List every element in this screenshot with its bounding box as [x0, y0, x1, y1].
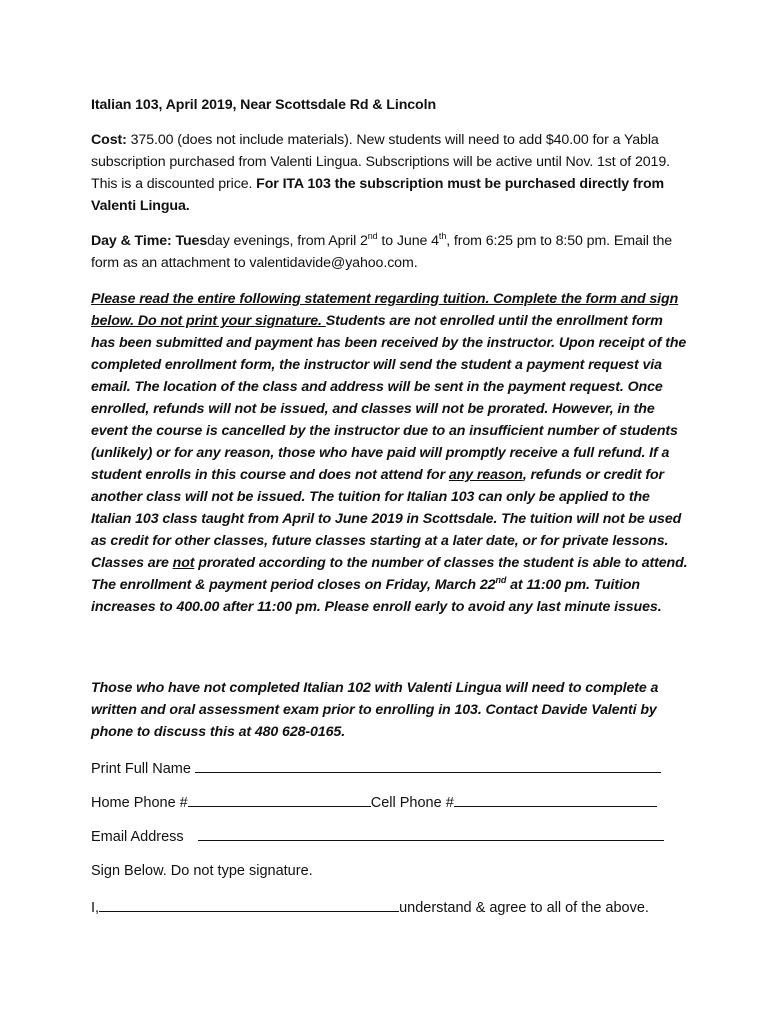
assessment-paragraph: Those who have not completed Italian 102 with Valenti Lingua will need to complete a written and oral assessment exam prior to enrolling in 103. Contact Davide Valenti by phone to discuss this at 480 628-0165. [91, 680, 659, 740]
print-name-field[interactable] [195, 757, 661, 773]
email-row [91, 825, 664, 848]
cell-phone-field[interactable] [454, 791, 657, 807]
statement-text-1: Students are not enrolled until the enrollment form has been submitted and payment has been received by the instructor. Upon receipt of the completed enrollment form, the instructor will send the student a payment request via email. The location of the class and address will be sent in the payment request. Once enrolled, refunds will not be issued, and classes will not be prorated. However, in the event the course is cancelled by the instructor due to an insufficient number of students (unlikely) or for any reason, those who have paid will promptly receive a full refund. If a student enrolls in this course and does not attend for [91, 313, 687, 483]
sign-instruction: Sign Below. Do not type signature. [91, 863, 313, 879]
signature-field[interactable] [99, 896, 399, 912]
day-time-label: Day & Time: Tues [91, 233, 208, 249]
day-time-sup-2: th [438, 231, 447, 241]
statement-text-4: at 11:00 pm. Tuition increases to 400.00 after 11:00 pm. Please enroll early to avoid any last minute issues. [91, 577, 662, 615]
statement-text-3: prorated according to the number of classes the student is able to attend. The enrollment & payment period closes on Friday, March 22 [91, 555, 688, 593]
day-time-text-1: day evenings, from April 2 [207, 233, 368, 249]
document-title: Italian 103, April 2019, Near Scottsdale Rd & Lincoln [91, 97, 437, 113]
day-time-paragraph [91, 230, 691, 274]
print-name-row [91, 757, 661, 780]
agree-suffix: understand & agree to all of the above. [399, 900, 649, 916]
cost-label: Cost: [91, 132, 127, 148]
home-phone-label: Home Phone # [91, 795, 188, 811]
not-emphasis: not [172, 555, 195, 571]
email-field[interactable] [198, 825, 664, 841]
any-reason-emphasis: any reason [448, 467, 523, 483]
statement-instruction: Please read the entire following statement regarding tuition. Complete the form and sign below. Do not print your signature. [91, 291, 679, 329]
cell-phone-label: Cell Phone # [370, 795, 454, 811]
agree-prefix: I, [91, 900, 100, 916]
tuition-statement [91, 288, 689, 618]
statement-sup: nd [495, 575, 507, 585]
cost-text: 375.00 (does not include materials). New students will need to add $40.00 for a Yabla subscription purchased from Valenti Lingua. Subscriptions will be active until Nov. 1st of 2019. This is a discounted price. [91, 132, 670, 192]
agreement-row [91, 896, 649, 919]
print-name-label: Print Full Name [91, 761, 195, 777]
cost-paragraph [91, 129, 691, 217]
day-time-text-3: , from 6:25 pm to 8:50 pm. Email the form as an attachment to valentidavide@yahoo.com. [91, 233, 673, 271]
home-phone-field[interactable] [188, 791, 371, 807]
email-label: Email Address [91, 829, 184, 845]
day-time-sup-1: nd [367, 231, 378, 241]
statement-text-2: , refunds or credit for another class will not be issued. The tuition for Italian 103 can only be applied to the Italian 103 class taught from April to June 2019 in Scottsdale. The tuition will not be used as credit for other classes, future classes starting at a later date, or for private lessons. Classes are [91, 467, 682, 571]
day-time-text-2: to June 4 [377, 233, 439, 249]
phone-row [91, 791, 657, 814]
subscription-note: For ITA 103 the subscription must be purchased directly from Valenti Lingua. [91, 176, 665, 214]
